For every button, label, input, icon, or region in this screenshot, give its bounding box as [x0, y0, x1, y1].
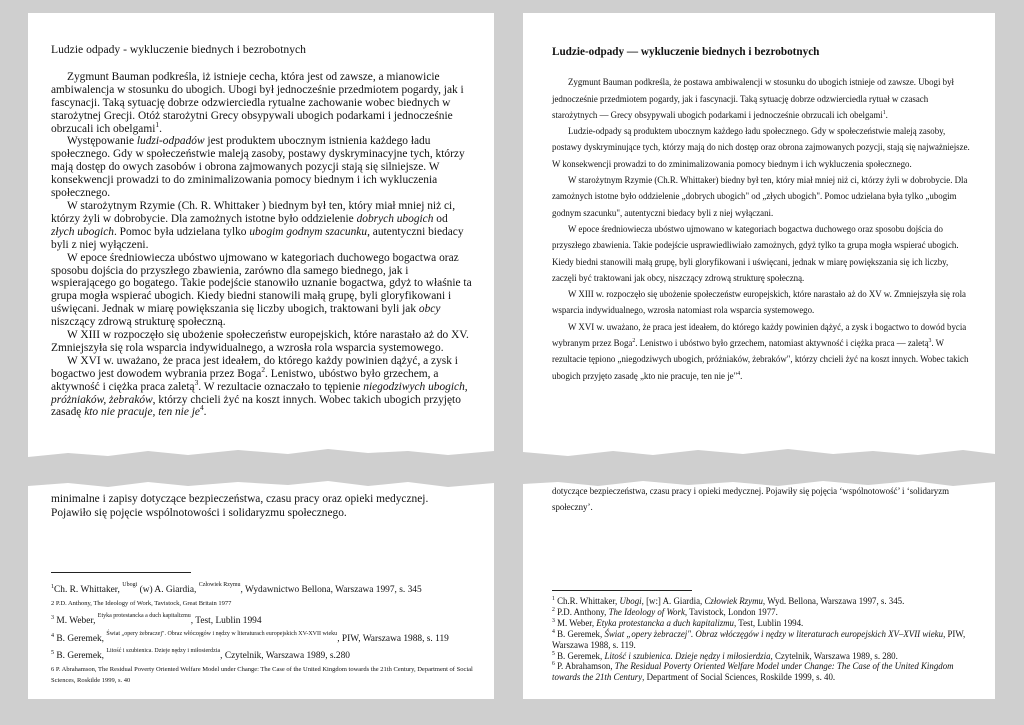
italic-text: Ubogi [619, 596, 642, 606]
text-run: . Pomoc była udzielana tylko [113, 225, 250, 238]
footnote-marker: 3 [928, 338, 932, 345]
text-run: W epoce średniowiecza ubóstwo ujmowano w kategoriach duchowego bogactwa oraz sposobu dojścia do przyszłego zbawienia, zarówno dla samego biednego, jak i wspierającego go bogatego. Takie podejście stanowiło uznanie bogactwa, gdyż to właśnie ta grupa mogła wspierać ubogich. Kiedy biedni stanowili małą grupę, byli gloryfikowani i uświęcani. Jednak w miarę powiększania się liczby ubogich, traktowani byli jak [51, 251, 472, 316]
text-run: , Wyd. Bellona, Warszawa 1997, s. 345. [762, 596, 905, 606]
small-superscript-text: Etyka protestancka a duch kapitalizmu [97, 612, 191, 619]
text-block [552, 172, 973, 221]
small-superscript-text: Litość i szubienica. Dzieje nędzy i miłosierdzia [106, 648, 221, 655]
text-run: . [885, 109, 888, 120]
text-block [51, 71, 472, 136]
torn-edge-graphic [523, 446, 995, 466]
italic-text: The Residual Poverty Oriented Welfare Model under Change: The Case of the United Kingdom towards the 21th Century [552, 661, 954, 683]
italic-text: obcy [418, 303, 441, 316]
text-run: . W rezultacie tępiono „niegodziwych ubogich, próżniaków, żebraków", którzy chcieli żyć na koszt innych. Wobec takich ubogich przyjęto zasadę „kto nie pracuje, ten nie je" [552, 338, 969, 381]
text-run: Ch.R. Whittaker, [554, 596, 620, 606]
text-run: Ludzie-odpady są produktem ubocznym każdego ładu społecznego. Gdy w społeczeństwie maleją zasoby, postawy dyskryminujące tych, którzy mają do nich dostęp oraz obrona zajmowanych pozycji, stają się najważniejsze. W konsekwencji prowadzi to do zminimalizowania pomocy biednym i ich wykluczenia społecznego. [552, 126, 970, 169]
text-run: niszczący zdrową strukturę społeczną. [51, 316, 226, 329]
footnote-marker: 6 [552, 661, 555, 668]
footnote-marker: 5 [51, 650, 55, 657]
text-block [51, 580, 481, 596]
text-run: (w) A. Giardia, [137, 585, 199, 595]
right-page-continuation-text: dotyczące bezpieczeństwa, czasu pracy i opieki medycznej. Pojawiły się pojęcia ‘wspólnotowość’ i ‘solidaryzm społeczny’. [552, 486, 950, 512]
text-run: od [433, 212, 448, 225]
right-page-top [523, 13, 995, 466]
right-page-body [523, 13, 995, 384]
text-block [51, 629, 481, 645]
text-run: . [203, 406, 207, 419]
left-page-body [28, 13, 494, 419]
footnote-marker: 2 [261, 364, 266, 374]
text-run: , Tavistock, London 1977. [684, 606, 778, 617]
text-block [552, 221, 973, 286]
footnote-divider [552, 590, 692, 591]
text-run: M. Weber, [54, 615, 98, 626]
text-run: Zygmunt Bauman podkreśla, że postawa ambiwalencji w stosunku do ubogich istnieje od zawsze. Ubogi był jednocześnie przedmiotem pogardy, jak i fascynacji. Taką sytuację dobrze odzwierciedla rytuał w czasach starożytnych — Grecy obsypywali ubogich podarkami i jednocześnie obrzucali ich obelgami [552, 77, 954, 120]
text-block [51, 135, 472, 200]
footnote-marker: 4 [51, 632, 55, 639]
text-run: , którzy chcieli żyć na koszt innych. Wobec takich ubogich przyjęto zasadę [51, 393, 461, 419]
torn-edge-graphic [28, 446, 494, 466]
footnote-marker: 3 [552, 617, 555, 624]
italic-text: złych ubogich [51, 225, 114, 238]
text-block [51, 611, 481, 627]
footnote-marker: 4 [199, 403, 204, 413]
text-run: , Czytelnik, Warszawa 1989, s.280 [220, 651, 350, 662]
right-page-footnotes [552, 596, 977, 683]
footnote-marker: 3 [194, 377, 199, 387]
text-run: , [w:] A. Giardia, [641, 596, 705, 606]
italic-text: Świat „opery żebraczej". Obraz włóczęgów i nędzy w literaturach europejskich XV–XVII wieku [604, 628, 944, 639]
left-page-footnotes [51, 580, 481, 688]
footnote-marker: 4 [737, 370, 741, 377]
text-block [51, 355, 472, 420]
text-run: P. Abrahamson, [554, 661, 615, 672]
text-run: W XVI w. uważano, że praca jest ideałem, do którego każdy powinien dążyć, a zysk i bogactwo to dowód bycia wybranym przez Boga [552, 321, 967, 349]
footnote-marker: 4 [552, 628, 555, 635]
text-run: , Test, Lublin 1994 [190, 615, 262, 626]
text-run: . W rezultacie oznaczało to tępienie [198, 380, 364, 393]
text-run: W XIII w. rozpoczęło się ubożenie społeczeństw europejskich, które narastało aż do XV w. Zmniejszyła się rola wsparcia indywidualnego, wzrosła natomiast rola wsparcia systemowego. [552, 289, 966, 316]
left-page-paragraphs [51, 71, 472, 419]
footnote-marker: 2 [552, 606, 555, 613]
right-page-bottom [523, 478, 995, 699]
small-superscript-text: Człowiek Rzymu [198, 582, 241, 588]
small-superscript-text: Świat „opery żebraczej". Obraz włóczęgów i nędzy w literaturach europejskich XV-XVII wieku [106, 630, 338, 637]
italic-text: Człowiek Rzymu [704, 596, 763, 606]
right-page-title: Ludzie-odpady — wykluczenie biednych i bezrobotnych [552, 46, 820, 58]
text-block [51, 200, 472, 252]
text-run: M. Weber, [554, 617, 597, 628]
text-run: Zygmunt Bauman podkreśla, iż istnieje cecha, która jest od zawsze, a mianowicie ambiwalencja w stosunku do ubogich. Ubogi był jednocześnie przedmiotem pogardy, jak i fascynacji. Taką sytuację dobrze odzwierciedla rytualne zachowanie wobec biednych w starożytnej Grecji. Otóż starożytni Grecy obsypywali ubogich podarkami i jednocześnie obrzucali ich obelgami [51, 70, 464, 135]
text-run: , PIW, Warszawa 1988, s. 119 [337, 633, 449, 644]
italic-text: niegodziwych ubogich, próżniaków, żebraków [51, 380, 468, 406]
torn-edge-graphic [28, 478, 494, 492]
text-run: Występowanie [67, 135, 137, 148]
text-block [552, 618, 977, 629]
small-text: 6 P. Abrahamson, The Residual Poverty Oriented Welfare Model under Change: The Case of the United Kingdom towards the 21th Century, Department of Social Sciences, Roskilde 1999, s. 40 [51, 666, 473, 685]
text-run: B. Geremek, [554, 628, 605, 639]
text-block [552, 607, 977, 618]
text-block [552, 319, 973, 384]
text-block [552, 651, 977, 662]
footnote-marker: 1 [155, 119, 160, 129]
text-block [552, 596, 977, 607]
text-block [552, 286, 973, 319]
text-block [51, 329, 472, 355]
italic-text: The Ideology of Work [608, 606, 685, 617]
text-run: W epoce średniowiecza ubóstwo ujmowano w kategoriach bogactwa duchowego oraz sposobu dojścia do przyszłego zbawienia. Takie podejście usprawiedliwiało zamożnych, gdyż tylko ta grupa mogła wspierać ubogich. Kiedy biedni stanowili małą grupę, byli gloryfikowani i uświęcani, jednak w miarę powiększania się ich liczby, zaczęli być traktowani jak obcy, niszczący zdrową strukturę społeczną. [552, 223, 959, 283]
left-page-title: Ludzie odpady - wykluczenie biednych i bezrobotnych [51, 43, 306, 56]
footnote-marker: 1 [882, 109, 886, 116]
text-run: Ch. R. Whittaker, [54, 585, 123, 595]
text-run: jest produktem ubocznym istnienia każdego ładu społecznego. Gdy w społeczeństwie maleją zasoby, postawy dyskryminacyjne tych, którzy mają dostęp do owych zasobów i obrona zajmowanych pozycji stają się silniejsze. W konsekwencji prowadzi to do zminimalizowania pomocy biednym i ich wykluczenia społecznego. [51, 135, 465, 200]
text-run: , autentyczni biedacy byli z niej wyłączeni. [51, 225, 464, 251]
left-page-top [28, 13, 494, 466]
text-run: W starożytnym Rzymie (Ch.R. Whittaker) biedny był ten, który miał mniej niż ci, którzy żyli w dobrobycie. Dla zamożnych istotne było oddzielenie „dobrych ubogich" od „złych ubogich". Pomoc udzielana była tylko „ubogim godnym szacunku", autentyczni biedacy byli z niej wyłączani. [552, 175, 968, 218]
footnote-marker: 2 [632, 338, 636, 345]
text-run: P.D. Anthony, [554, 606, 609, 617]
left-page-bottom [28, 478, 494, 699]
text-run: , Czytelnik, Warszawa 1989, s. 280. [770, 650, 898, 661]
small-superscript-text: Ubogi [122, 582, 138, 588]
text-run: . Lenistwo, ubóstwo było grzechem, a aktywność i ciężka praca zaletą [51, 367, 439, 393]
text-block [51, 598, 481, 609]
right-page-paragraphs [552, 74, 973, 384]
footnote-divider [51, 572, 191, 573]
text-run: . [159, 122, 162, 135]
footnote-marker: 3 [51, 614, 55, 621]
small-text: 2 P.D. Anthony, The Ideology of Work, Tavistock, Great Britain 1977 [51, 599, 232, 607]
text-block [552, 123, 973, 172]
footnote-marker: 5 [552, 650, 555, 657]
text-block [51, 646, 481, 662]
italic-text: ubogim godnym szacunku [249, 225, 368, 238]
text-run: W starożytnym Rzymie (Ch. R. Whittaker ) biednym był ten, który miał mniej niż ci, którzy żyli w dobrobycie. Dla zamożnych istotne było oddzielenie [51, 199, 456, 225]
text-block [552, 74, 973, 123]
italic-text: ludzi-odpadów [136, 135, 205, 148]
italic-text: dobrych ubogich [356, 212, 434, 225]
text-block [552, 661, 977, 683]
text-run: B. Geremek, [554, 650, 605, 661]
text-run: , PIW, Warszawa 1988, s. 119. [552, 628, 966, 650]
italic-text: Litość i szubienica. Dzieje nędzy i miłosierdzia [604, 650, 771, 661]
left-page-continuation-text: minimalne i zapisy dotyczące bezpieczeństwa, czasu pracy oraz opieki medycznej. Pojawiło się pojęcie wspólnotowości i solidaryzmu społecznego. [51, 493, 429, 519]
text-run: , Department of Social Sciences, Roskilde 1999, s. 40. [642, 672, 836, 683]
text-run: . Lenistwo i ubóstwo było grzechem, natomiast aktywność i ciężka praca — zaletą [635, 338, 929, 349]
text-block [552, 629, 977, 651]
text-run: W XVI w. uważano, że praca jest ideałem, do którego każdy powinien dążyć, a zysk i bogactwo jest dowodem wybrania przez Boga [51, 354, 458, 380]
italic-text: kto nie pracuje, ten nie je [84, 406, 200, 419]
text-run: , Test, Lublin 1994. [734, 617, 804, 628]
text-block [51, 664, 481, 686]
footnote-marker: 1 [51, 583, 55, 590]
text-run: B. Geremek, [54, 651, 107, 662]
text-run: . [740, 370, 743, 381]
text-run: W XIII w rozpoczęło się ubożenie społeczeństw europejskich, które narastało aż do XV. Zmniejszyła się rola wsparcia indywidualnego, a wzrosła rola wsparcia systemowego. [51, 329, 469, 354]
footnote-marker: 1 [552, 596, 555, 603]
italic-text: Etyka protestancka a duch kapitalizmu [596, 617, 734, 628]
text-run: , Wydawnictwo Bellona, Warszawa 1997, s. 345 [240, 585, 422, 595]
text-run: B. Geremek, [54, 633, 107, 644]
text-block [51, 252, 472, 329]
